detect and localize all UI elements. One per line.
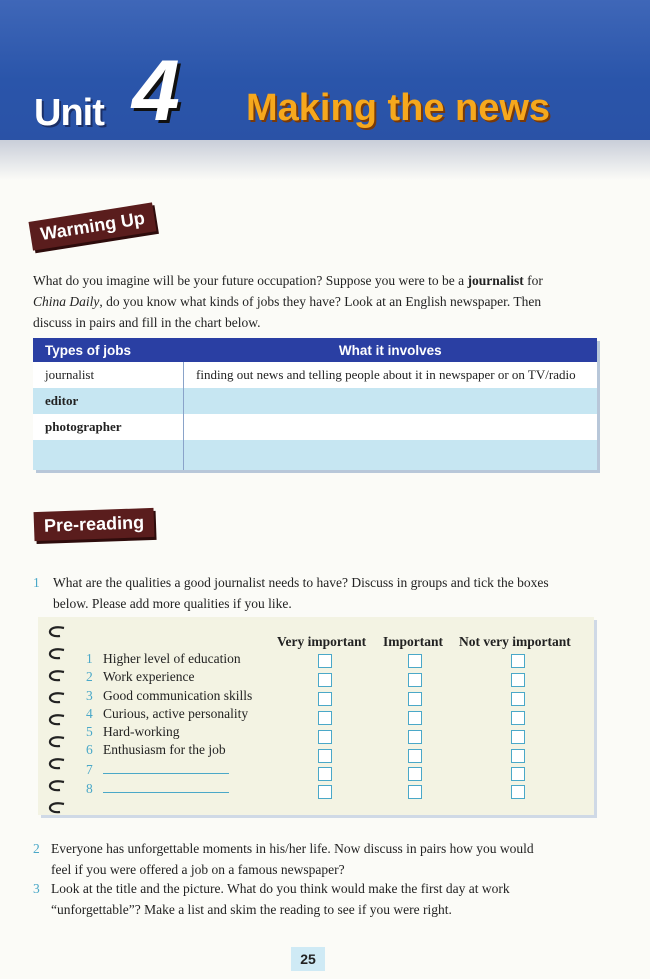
checkbox-not-very-important[interactable] xyxy=(511,730,525,744)
jobs-chart xyxy=(33,338,597,470)
quality-item xyxy=(86,742,226,758)
spiral-binding-icon xyxy=(42,620,72,815)
warming-up-tag: Warming Up xyxy=(29,202,157,250)
table-row xyxy=(33,362,597,388)
intro-italic: China Daily xyxy=(33,294,100,309)
table-row xyxy=(33,388,597,414)
involves-cell[interactable]: finding out news and telling people about it in newspaper or on TV/radio xyxy=(184,362,598,388)
job-cell: editor xyxy=(33,388,184,414)
chart-header-types: Types of jobs xyxy=(33,338,184,362)
quality-text: Hard-working xyxy=(103,724,180,739)
quality-number: 8 xyxy=(86,781,93,796)
involves-cell[interactable] xyxy=(184,440,598,470)
question-text: Everyone has unforgettable moments in his/her life. Now discuss in pairs how you would xyxy=(51,841,534,856)
checkbox-important[interactable] xyxy=(408,654,422,668)
quality-text: Enthusiasm for the job xyxy=(103,742,226,757)
header-not-very-important: Not very important xyxy=(459,634,571,649)
question-2 xyxy=(33,838,613,880)
quality-number: 7 xyxy=(86,762,93,777)
checkbox-important[interactable] xyxy=(408,785,422,799)
quality-number: 3 xyxy=(86,688,93,703)
job-cell: journalist xyxy=(33,362,184,388)
checkbox-very-important[interactable] xyxy=(318,673,332,687)
question-3 xyxy=(33,878,613,920)
question-text: Look at the title and the picture. What do you think would make the first day at work xyxy=(51,881,510,896)
checkbox-not-very-important[interactable] xyxy=(511,767,525,781)
checkbox-not-very-important[interactable] xyxy=(511,692,525,706)
checkbox-not-very-important[interactable] xyxy=(511,785,525,799)
pre-reading-tag: Pre-reading xyxy=(34,508,155,541)
involves-cell[interactable] xyxy=(184,388,598,414)
checkbox-not-very-important[interactable] xyxy=(511,654,525,668)
quality-item xyxy=(86,669,195,685)
quality-text: Good communication skills xyxy=(103,688,253,703)
checkbox-very-important[interactable] xyxy=(318,749,332,763)
quality-item xyxy=(86,706,248,722)
checkbox-not-very-important[interactable] xyxy=(511,711,525,725)
intro-text-3: , do you know what kinds of jobs they have? Look at an English newspaper. Then xyxy=(99,294,542,309)
question-number: 1 xyxy=(33,575,40,590)
question-text: What are the qualities a good journalist needs to have? Discuss in groups and tick the boxes xyxy=(53,575,549,590)
unit-title: Making the news xyxy=(246,87,551,129)
quality-blank-input[interactable] xyxy=(103,780,229,793)
quality-item xyxy=(86,651,241,667)
question-text: below. Please add more qualities if you like. xyxy=(53,596,292,611)
checkbox-important[interactable] xyxy=(408,711,422,725)
table-row xyxy=(33,440,597,470)
checkbox-very-important[interactable] xyxy=(318,654,332,668)
intro-bold: journalist xyxy=(467,273,524,288)
unit-number: 4 xyxy=(132,43,180,139)
header-important: Important xyxy=(383,634,443,649)
unit-label: Unit xyxy=(34,92,104,134)
job-cell: photographer xyxy=(33,414,184,440)
quality-number: 6 xyxy=(86,742,93,757)
intro-text-4: discuss in pairs and fill in the chart below. xyxy=(33,315,261,330)
warming-up-intro xyxy=(33,270,608,333)
quality-item xyxy=(86,780,229,797)
quality-text: Work experience xyxy=(103,669,195,684)
involves-cell[interactable] xyxy=(184,414,598,440)
checkbox-very-important[interactable] xyxy=(318,767,332,781)
checkbox-very-important[interactable] xyxy=(318,711,332,725)
checkbox-important[interactable] xyxy=(408,730,422,744)
intro-text-2: for xyxy=(523,273,543,288)
question-1 xyxy=(33,572,613,614)
quality-item xyxy=(86,724,179,740)
header-very-important: Very important xyxy=(277,634,367,649)
question-text: feel if you were offered a job on a famous newspaper? xyxy=(51,862,345,877)
quality-number: 2 xyxy=(86,669,93,684)
quality-number: 1 xyxy=(86,651,93,666)
quality-text: Higher level of education xyxy=(103,651,241,666)
intro-text-1: What do you imagine will be your future occupation? Suppose you were to be a xyxy=(33,273,468,288)
checkbox-very-important[interactable] xyxy=(318,692,332,706)
quality-blank-input[interactable] xyxy=(103,761,229,774)
checkbox-very-important[interactable] xyxy=(318,785,332,799)
question-number: 3 xyxy=(33,881,40,896)
quality-text: Curious, active personality xyxy=(103,706,249,721)
checkbox-important[interactable] xyxy=(408,749,422,763)
job-cell[interactable] xyxy=(33,440,184,470)
quality-item xyxy=(86,688,252,704)
checkbox-important[interactable] xyxy=(408,692,422,706)
table-row xyxy=(33,414,597,440)
checkbox-very-important[interactable] xyxy=(318,730,332,744)
quality-item xyxy=(86,761,229,778)
checkbox-important[interactable] xyxy=(408,673,422,687)
quality-number: 5 xyxy=(86,724,93,739)
question-text: “unforgettable”? Make a list and skim the reading to see if you were right. xyxy=(51,902,452,917)
checkbox-important[interactable] xyxy=(408,767,422,781)
page-number: 25 xyxy=(291,947,325,971)
checkbox-not-very-important[interactable] xyxy=(511,673,525,687)
quality-number: 4 xyxy=(86,706,93,721)
chart-header-involves: What it involves xyxy=(184,338,598,362)
question-number: 2 xyxy=(33,841,40,856)
checkbox-not-very-important[interactable] xyxy=(511,749,525,763)
banner-fade xyxy=(0,140,650,180)
